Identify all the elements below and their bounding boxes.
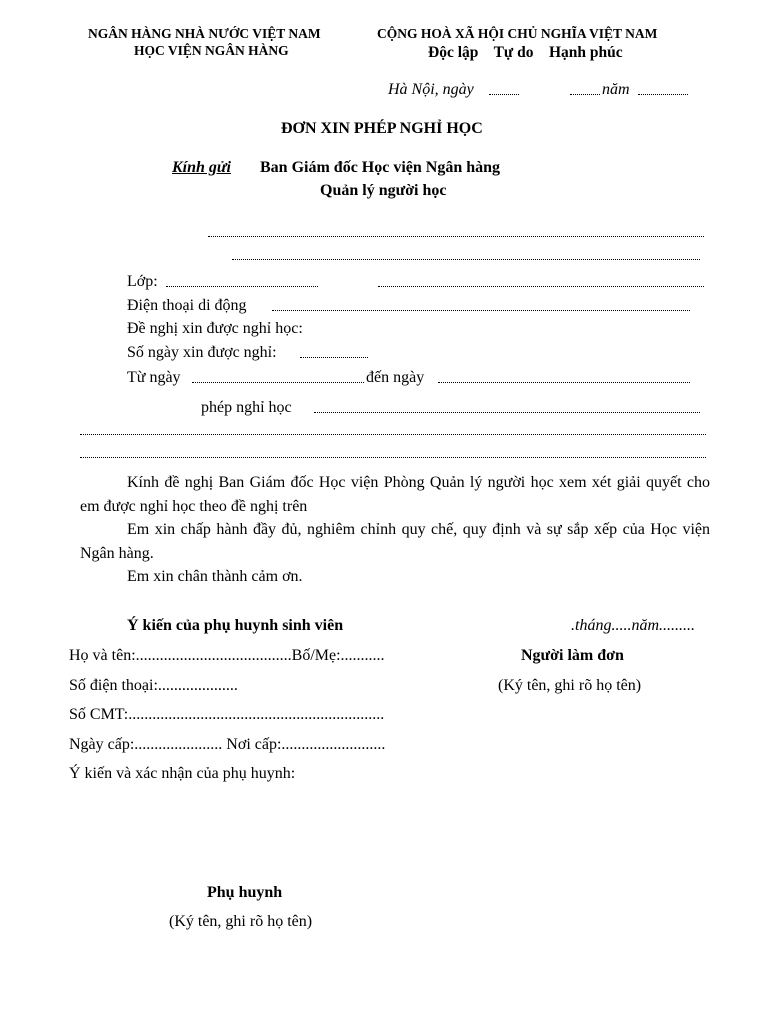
to-date-blank bbox=[438, 382, 690, 383]
recipient-label: Kính gửi bbox=[172, 159, 231, 176]
from-date-blank bbox=[192, 382, 364, 383]
request-label: Đề nghị xin được nghỉ học: bbox=[127, 320, 303, 337]
thanks-paragraph: Em xin chân thành cảm ơn. bbox=[127, 568, 303, 585]
applicant-date: .tháng.....năm......... bbox=[571, 617, 695, 634]
days-blank bbox=[300, 357, 368, 358]
national-title: CỘNG HOÀ XÃ HỘI CHỦ NGHĨA VIỆT NAM bbox=[377, 26, 658, 41]
parent-issue-line: Ngày cấp:...................... Nơi cấp:.......................... bbox=[69, 736, 386, 753]
blank-line bbox=[80, 457, 706, 458]
blank-line bbox=[378, 286, 704, 287]
recipient-line-2: Quản lý người học bbox=[320, 182, 447, 199]
parent-phone-line: Số điện thoại:.................... bbox=[69, 677, 238, 694]
national-motto: Độc lập Tự do Hạnh phúc bbox=[428, 44, 623, 61]
parent-name-line: Họ và tên:.......................................Bố/Mẹ:........... bbox=[69, 647, 385, 664]
leave-blank bbox=[314, 412, 700, 413]
parent-heading: Ý kiến của phụ huynh sinh viên bbox=[127, 617, 344, 634]
from-date-label: Từ ngày bbox=[127, 369, 181, 386]
parent-sign-title: Phụ huynh bbox=[207, 884, 283, 901]
parent-id-line: Số CMT:................................................................ bbox=[69, 706, 385, 723]
institution-name: HỌC VIỆN NGÂN HÀNG bbox=[134, 43, 289, 58]
blank-line bbox=[80, 434, 706, 435]
phone-blank bbox=[272, 310, 690, 311]
class-label: Lớp: bbox=[127, 273, 158, 290]
applicant-sign-note: (Ký tên, ghi rõ họ tên) bbox=[498, 677, 642, 694]
leave-label: phép nghỉ học bbox=[201, 399, 292, 416]
request-paragraph: Kính đề nghị Ban Giám đốc Học viện Phòng Quản lý người học xem xét giải quyết cho em được nghỉ học theo đề nghị trên bbox=[80, 474, 710, 515]
commitment-paragraph: Em xin chấp hành đầy đủ, nghiêm chỉnh quy chế, quy định và sự sắp xếp của Học viện Ngân hàng. bbox=[80, 521, 710, 562]
issuing-agency: NGÂN HÀNG NHÀ NƯỚC VIỆT NAM bbox=[88, 26, 321, 41]
days-label: Số ngày xin được nghỉ: bbox=[127, 344, 277, 361]
page-title: ĐƠN XIN PHÉP NGHỈ HỌC bbox=[281, 120, 483, 137]
year-blank bbox=[638, 94, 688, 95]
year-label: năm bbox=[602, 81, 630, 98]
to-date-label: đến ngày bbox=[366, 369, 425, 386]
recipient-line-1: Ban Giám đốc Học viện Ngân hàng bbox=[260, 159, 501, 176]
date-place: Hà Nội, ngày bbox=[388, 81, 474, 98]
blank-line bbox=[208, 236, 704, 237]
parent-opinion-label: Ý kiến và xác nhận của phụ huynh: bbox=[69, 765, 296, 782]
phone-label: Điện thoại di động bbox=[127, 297, 247, 314]
month-blank bbox=[570, 94, 600, 95]
parent-sign-note: (Ký tên, ghi rõ họ tên) bbox=[169, 913, 313, 930]
blank-line bbox=[232, 259, 700, 260]
class-blank bbox=[166, 286, 318, 287]
day-blank bbox=[489, 94, 519, 95]
applicant-sign-title: Người làm đơn bbox=[521, 647, 624, 664]
